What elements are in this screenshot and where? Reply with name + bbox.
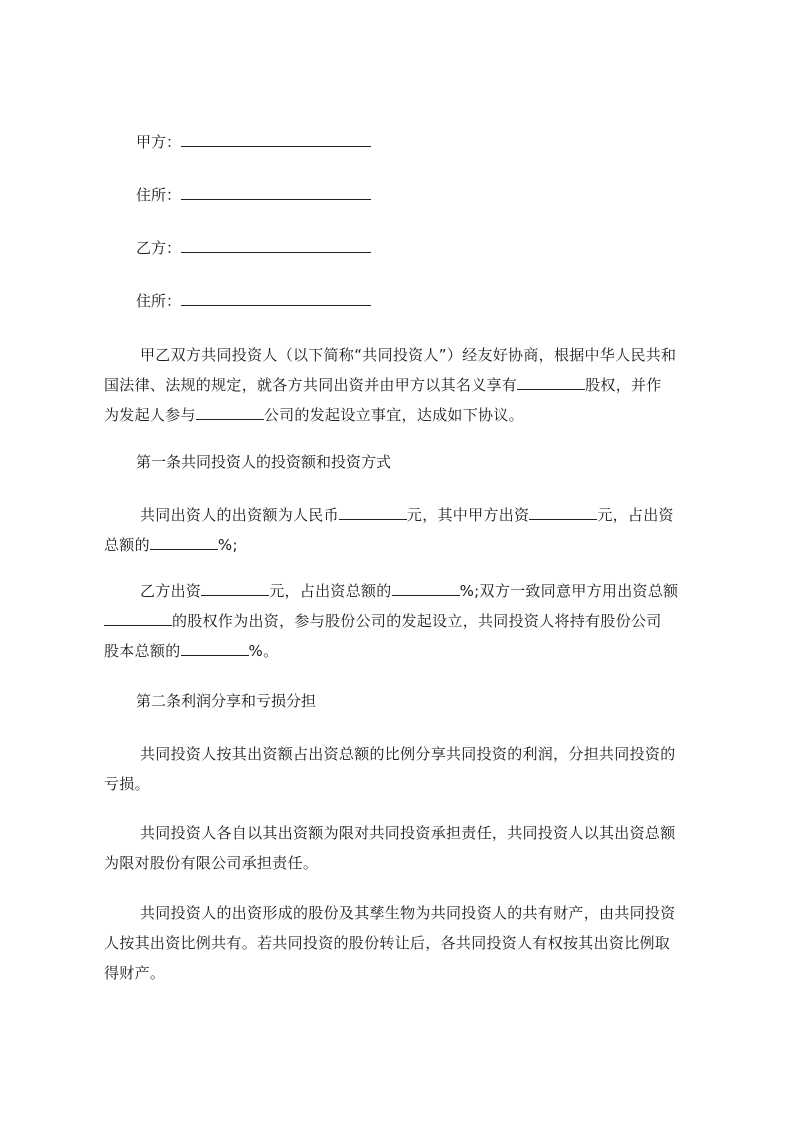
a2p3-line-1: 共同投资人的出资形成的股份及其孳生物为共同投资人的共有财产，由共同投资: [140, 904, 676, 922]
a2p2-line-2: 为限对股份有限公司承担责任。: [104, 854, 319, 872]
equity-blank[interactable]: [517, 375, 585, 390]
party-b-label: 乙方：: [136, 239, 182, 257]
total-capital-blank[interactable]: [339, 505, 407, 520]
article-2-paragraph-2: [104, 818, 704, 878]
party-a-field: [136, 131, 371, 153]
article-2-paragraph-3: [104, 898, 704, 988]
party-b-address-field: [136, 290, 371, 312]
a2p3-line-3: 得财产。: [104, 964, 166, 982]
a1p1-line-1: 共同出资人的出资额为人民币 元，其中甲方出资 元，占出资: [140, 506, 674, 524]
a1p2-line-3: 股本总额的 %。: [104, 642, 279, 660]
intro-line-2: 国法律、法规的规定，就各方共同出资并由甲方以其名义享有 股权，并作: [104, 376, 662, 394]
article-1-paragraph-2: [104, 576, 704, 666]
intro-line-1: 甲乙双方共同投资人（以下简称“共同投资人”）经友好协商，根据中华人民共和: [140, 346, 677, 364]
party-b-address-label: 住所：: [136, 292, 182, 310]
party-b-blank[interactable]: [181, 238, 371, 253]
a1p2-line-2: 的股权作为出资，参与股份公司的发起设立，共同投资人将持有股份公司: [104, 606, 704, 636]
party-a-blank[interactable]: [181, 132, 371, 147]
party-a-percent-blank[interactable]: [150, 535, 218, 550]
article-2-paragraph-1: [104, 739, 704, 799]
intro-line-3: 为发起人参与 公司的发起设立事宜，达成如下协议。: [104, 406, 524, 424]
party-a-address-blank[interactable]: [181, 185, 371, 200]
article-2-title: 第二条利润分享和亏损分担: [136, 692, 317, 710]
party-b-field: [136, 237, 371, 259]
share-capital-percent-blank[interactable]: [181, 641, 249, 656]
party-a-label: 甲方：: [136, 133, 182, 151]
a1p1-line-2: 总额的 %;: [104, 536, 238, 554]
a2p2-line-1: 共同投资人各自以其出资额为限对共同投资承担责任，共同投资人以其出资总额: [140, 824, 676, 842]
company-name-blank[interactable]: [196, 405, 264, 420]
intro-paragraph: [104, 340, 704, 430]
a2p3-line-2: 人按其出资比例共有。若共同投资的股份转让后，各共同投资人有权按其出资比例取: [104, 934, 671, 952]
article-1-title: 第一条共同投资人的投资额和投资方式: [136, 453, 392, 471]
party-a-capital-blank[interactable]: [529, 505, 597, 520]
party-a-address-field: [136, 184, 371, 206]
party-a-address-label: 住所：: [136, 186, 182, 204]
a2p1-line-2: 亏损。: [104, 775, 150, 793]
party-b-percent-blank[interactable]: [392, 581, 460, 596]
article-1-paragraph-1: [104, 500, 704, 560]
equity-share-blank[interactable]: [104, 611, 172, 626]
party-b-address-blank[interactable]: [181, 291, 371, 306]
party-b-capital-blank[interactable]: [201, 581, 269, 596]
a1p2-line-1: 乙方出资 元，占出资总额的 %;双方一致同意甲方用出资总额: [140, 582, 679, 600]
a2p1-line-1: 共同投资人按其出资额占出资总额的比例分享共同投资的利润，分担共同投资的: [140, 745, 676, 763]
